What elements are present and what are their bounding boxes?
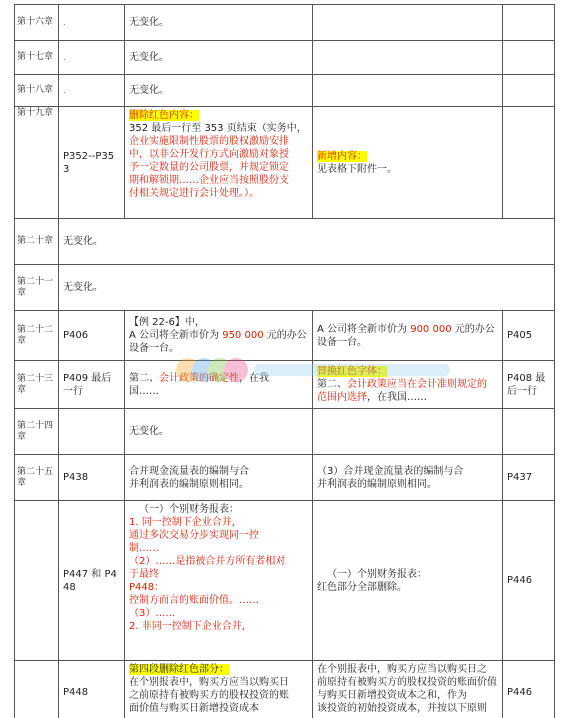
- new-page-cell: [503, 5, 555, 41]
- chapter-cell: [15, 661, 59, 718]
- chapter-cell: [15, 501, 59, 661]
- new-page-cell: [503, 75, 555, 107]
- revised-text-cell: 新增内容： 见表格下附件一。: [313, 107, 503, 219]
- table-row: [15, 41, 555, 75]
- table-row: [15, 409, 555, 455]
- page-cell: P409 最后一行: [59, 361, 125, 409]
- chapter-cell: 第十八章: [15, 75, 59, 107]
- merged-text-cell: 无变化。: [59, 219, 555, 265]
- table-row: [15, 661, 555, 718]
- chapter-cell: 第二十二章: [15, 311, 59, 361]
- original-text-cell: 无变化。: [125, 75, 313, 107]
- page-cell: P448: [59, 661, 125, 718]
- revised-text-cell: [313, 5, 503, 41]
- revised-text-cell: （3）合并现金流量表的编制与合 并利润表的编制原则相同。: [313, 455, 503, 501]
- original-text-cell: 【例 22-6】中， A 公司将全新市价为 950 000 元的办公 设备一台。: [125, 311, 313, 361]
- original-text-cell: 第四段删除红色部分： 在个别报表中，购买方应当以购买日 之前原持有被购买方的股权投资的账 面价值与购买日新增投资成本: [125, 661, 313, 718]
- new-page-cell: [503, 107, 555, 219]
- table-row: [15, 501, 555, 661]
- chapter-cell: 第二十一章: [15, 265, 59, 311]
- chapter-cell: 第十九章: [15, 107, 59, 219]
- highlight-label: 替换红色字体：: [317, 366, 387, 377]
- table-row: [15, 75, 555, 107]
- revised-text-cell: 替换红色字体： 第二、会计政策应当在会计准则规定的 范围内选择，在我国……: [313, 361, 503, 409]
- table-row: [15, 361, 555, 409]
- original-text-cell: 合并现金流量表的编制与合 并利润表的编制原则相同。: [125, 455, 313, 501]
- table-row: [15, 265, 555, 311]
- new-page-cell: P408 最后一行: [503, 361, 555, 409]
- page-cell: P447 和 P448: [59, 501, 125, 661]
- chapter-cell: 第十六章: [15, 5, 59, 41]
- new-page-cell: P405: [503, 311, 555, 361]
- highlight-label: 第四段删除红色部分：: [129, 664, 229, 675]
- table-row: [15, 219, 555, 265]
- original-text-cell: 无变化。: [125, 41, 313, 75]
- page-cell: .: [59, 41, 125, 75]
- page-cell: [59, 409, 125, 455]
- original-text-cell: （一）个别财务报表： 1. 同一控制下企业合并， 通过多次交易分步实现同一控 制…… （2）……是指被合并方所有者相对 于最终 P448： 控制方而言的账面价值。…… （3）…… 2. 非同一控制下企业合并，: [125, 501, 313, 661]
- original-text-cell: 无变化。: [125, 5, 313, 41]
- page-cell: P406: [59, 311, 125, 361]
- revised-text-cell: （一）个别财务报表： 红色部分全部删除。: [313, 501, 503, 661]
- page-cell: .: [59, 75, 125, 107]
- original-text-cell: 删除红色内容： 352 最后一行至 353 页结束（实务中， 企业实施限制性股票的股权激励安排 中，以非公开发行方式向激励对象授 予一定数量的公司股票，并规定锁定 期和解锁期……企业应当按照股份支 付相关规定进行会计处理。）。: [125, 107, 313, 219]
- revised-text-cell: A 公司将全新市价为 900 000 元的办公 设备一台。: [313, 311, 503, 361]
- table-row: [15, 107, 555, 219]
- page-cell: P438: [59, 455, 125, 501]
- highlight-label: 新增内容：: [317, 150, 367, 162]
- new-page-cell: [503, 409, 555, 455]
- chapter-cell: 第二十章: [15, 219, 59, 265]
- table-row: [15, 311, 555, 361]
- revised-text-cell: 在个别报表中，购买方应当以购买日之 前原持有被购买方的股权投资的账面价值 与购买日新增投资成本之和，作为 该投资的初始投资成本，并按以下原则: [313, 661, 503, 718]
- table-row: [15, 5, 555, 41]
- page-cell: P352--P353: [59, 107, 125, 219]
- new-page-cell: P437: [503, 455, 555, 501]
- highlight-label: 删除红色内容：: [129, 110, 199, 121]
- chapter-cell: 第二十五章: [15, 455, 59, 501]
- chapter-cell: 第二十三章: [15, 361, 59, 409]
- revised-text-cell: [313, 41, 503, 75]
- revision-table: [14, 4, 555, 718]
- merged-text-cell: 无变化。: [59, 265, 555, 311]
- revised-text-cell: [313, 75, 503, 107]
- original-text-cell: 无变化。: [125, 409, 313, 455]
- chapter-cell: 第二十四章: [15, 409, 59, 455]
- new-page-cell: [503, 41, 555, 75]
- page-cell: .: [59, 5, 125, 41]
- new-page-cell: P446: [503, 661, 555, 718]
- revised-text-cell: [313, 409, 503, 455]
- new-page-cell: P446: [503, 501, 555, 661]
- original-text-cell: 第二、会计政策的确定性，在我 国……: [125, 361, 313, 409]
- table-row: [15, 455, 555, 501]
- chapter-cell: 第十七章: [15, 41, 59, 75]
